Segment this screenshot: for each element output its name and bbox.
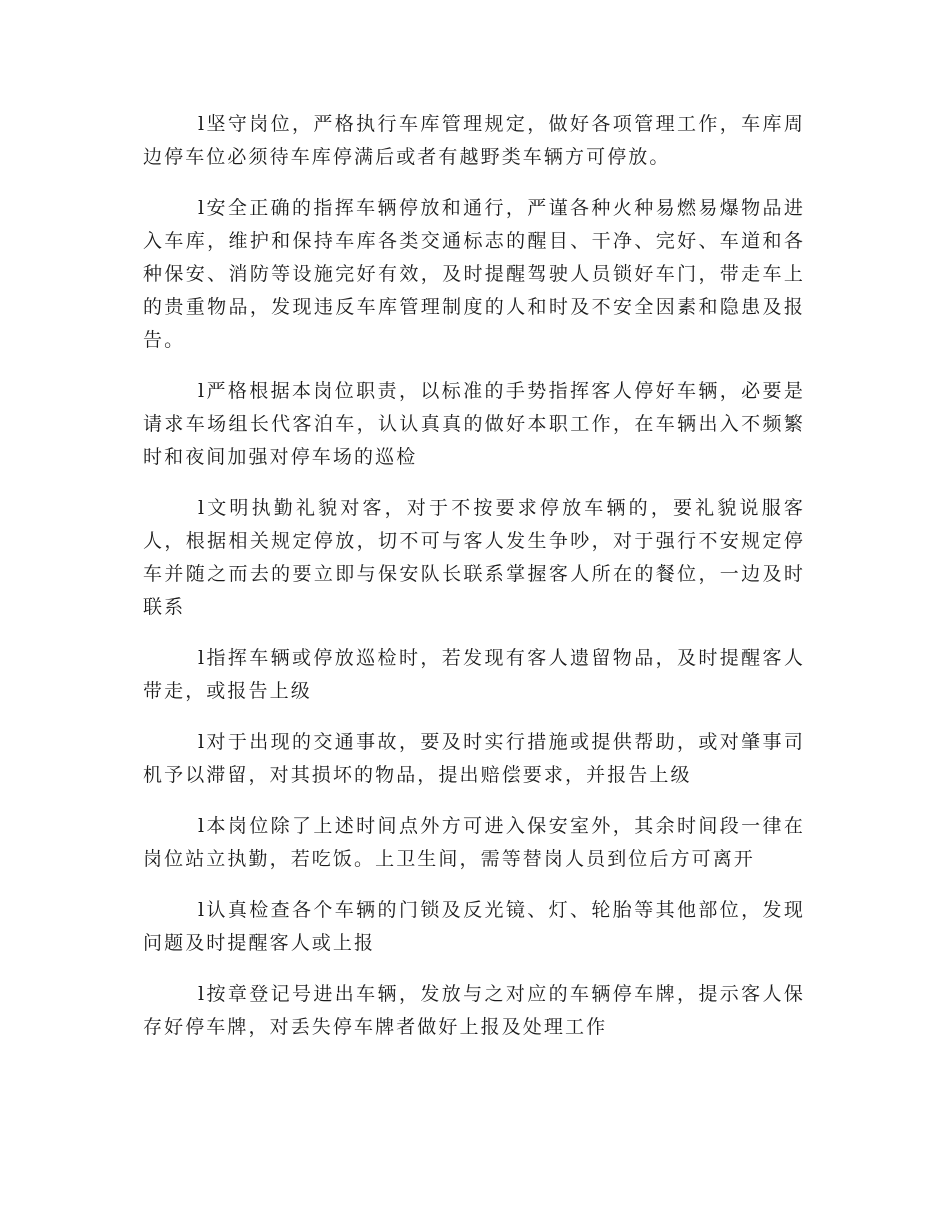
document-body [143, 108, 805, 1062]
paragraph-1: l坚守岗位，严格执行车库管理规定，做好各项管理工作，车库周边停车位必须待车库停满后或者有越野类车辆方可停放。 [143, 113, 805, 168]
paragraph-6: l对于出现的交通事故，要及时实行措施或提供帮助，或对肇事司机予以滞留，对其损坏的物品，提出赔偿要求，并报告上级 [143, 731, 805, 786]
paragraph-7: l本岗位除了上述时间点外方可进入保安室外，其余时间段一律在岗位站立执勤，若吃饭。上卫生间，需等替岗人员到位后方可离开 [143, 815, 805, 870]
paragraph-9: l按章登记号进出车辆，发放与之对应的车辆停车牌，提示客人保存好停车牌，对丢失停车牌者做好上报及处理工作 [143, 983, 805, 1038]
paragraph-3: l严格根据本岗位职责，以标准的手势指挥客人停好车辆，必要是请求车场组长代客泊车，认认真真的做好本职工作，在车辆出入不频繁时和夜间加强对停车场的巡检 [143, 380, 805, 468]
paragraph-5: l指挥车辆或停放巡检时，若发现有客人遗留物品，及时提醒客人带走，或报告上级 [143, 647, 805, 702]
paragraph-4: l文明执勤礼貌对客，对于不按要求停放车辆的，要礼貌说服客人，根据相关规定停放，切不可与客人发生争吵，对于强行不安规定停车并随之而去的要立即与保安队长联系掌握客人所在的餐位，一边及时联系 [143, 497, 805, 618]
paragraph-2: l安全正确的指挥车辆停放和通行，严谨各种火种易燃易爆物品进入车库，维护和保持车库各类交通标志的醒目、干净、完好、车道和各种保安、消防等设施完好有效，及时提醒驾驶人员锁好车门，带走车上的贵重物品，发现违反车库管理制度的人和时及不安全因素和隐患及报告。 [143, 197, 805, 351]
paragraph-8: l认真检查各个车辆的门锁及反光镜、灯、轮胎等其他部位，发现问题及时提醒客人或上报 [143, 899, 805, 954]
